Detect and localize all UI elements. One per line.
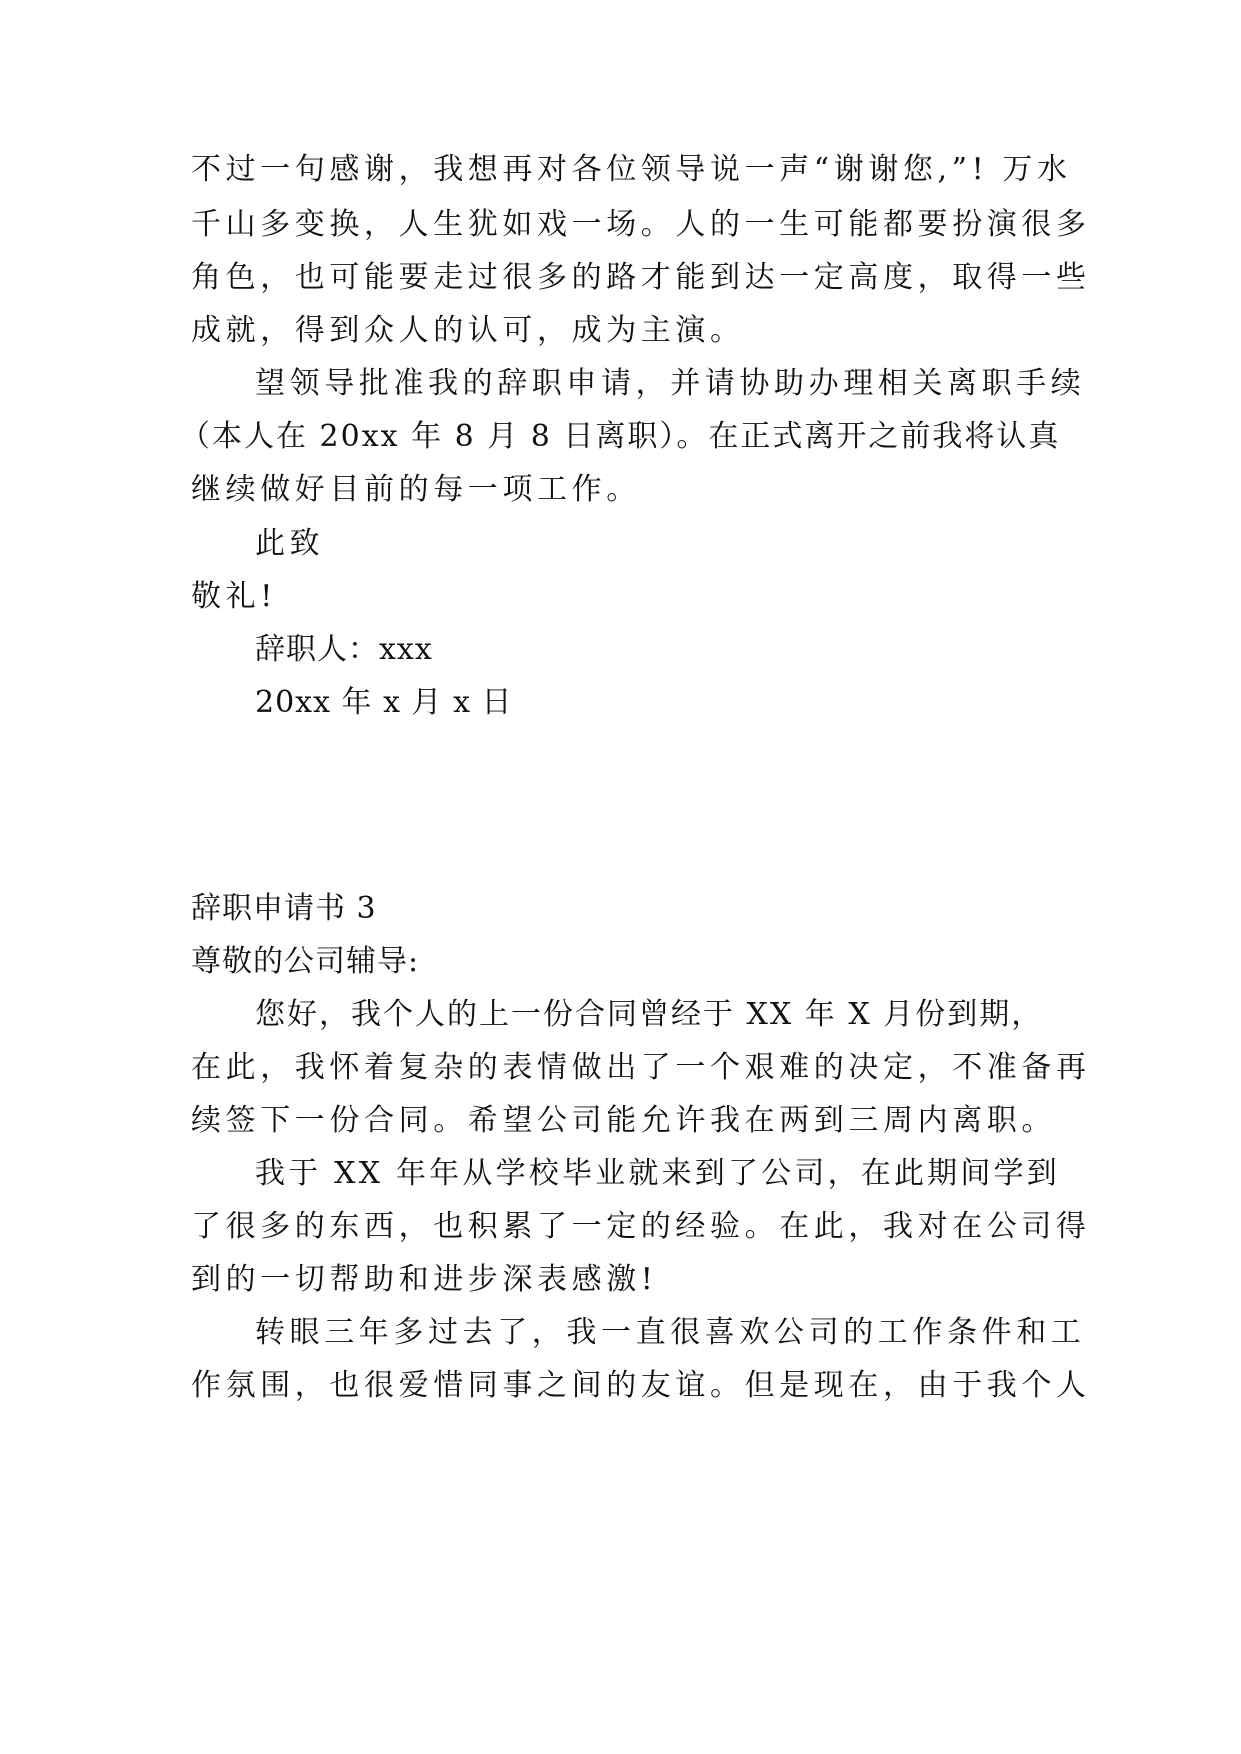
closing-text: 此致 [255,526,325,561]
paragraph-line: 角色，也可能要走过很多的路才能到达一定高度，取得一些 [191,260,1091,295]
paragraph-line: 继续做好目前的每一项工作。 [191,472,641,507]
paragraph-line: 在此，我怀着复杂的表情做出了一个艰难的决定，不准备再 [191,1050,1091,1085]
paragraph-line: 转眼三年多过去了，我一直很喜欢公司的工作条件和工 [255,1315,1086,1350]
paragraph-line: （本人在 20xx 年 8 月 8 日离职）。在正式离开之前我将认真 [180,419,1061,454]
paragraph-line: 成就，得到众人的认可，成为主演。 [191,313,745,348]
paragraph-line: 续签下一份合同。希望公司能允许我在两到三周内离职。 [191,1103,1056,1138]
date-line: 20xx 年 x 月 x 日 [255,685,513,720]
paragraph-line: 到的一切帮助和进步深表感激! [191,1262,658,1297]
signature-line: 辞职人：xxx [255,632,433,667]
paragraph-line: 您好，我个人的上一份合同曾经于 XX 年 X 月份到期， [255,997,1044,1032]
greeting-line: 尊敬的公司辅导: [191,944,420,979]
paragraph-line: 不过一句感谢，我想再对各位领导说一声“谢谢您,”! 万水 [191,152,1072,187]
paragraph-line: 作氛围，也很爱惜同事之间的友谊。但是现在，由于我个人 [191,1368,1091,1403]
paragraph-line: 千山多变换，人生犹如戏一场。人的一生可能都要扮演很多 [191,207,1091,242]
paragraph-line: 我于 XX 年年从学校毕业就来到了公司，在此期间学到 [255,1156,1060,1191]
salutation-text: 敬礼! [191,579,277,614]
section-title: 辞职申请书 3 [191,891,377,926]
paragraph-line: 了很多的东西，也积累了一定的经验。在此，我对在公司得 [191,1209,1091,1244]
paragraph-line: 望领导批准我的辞职申请，并请协助办理相关离职手续 [255,366,1086,401]
